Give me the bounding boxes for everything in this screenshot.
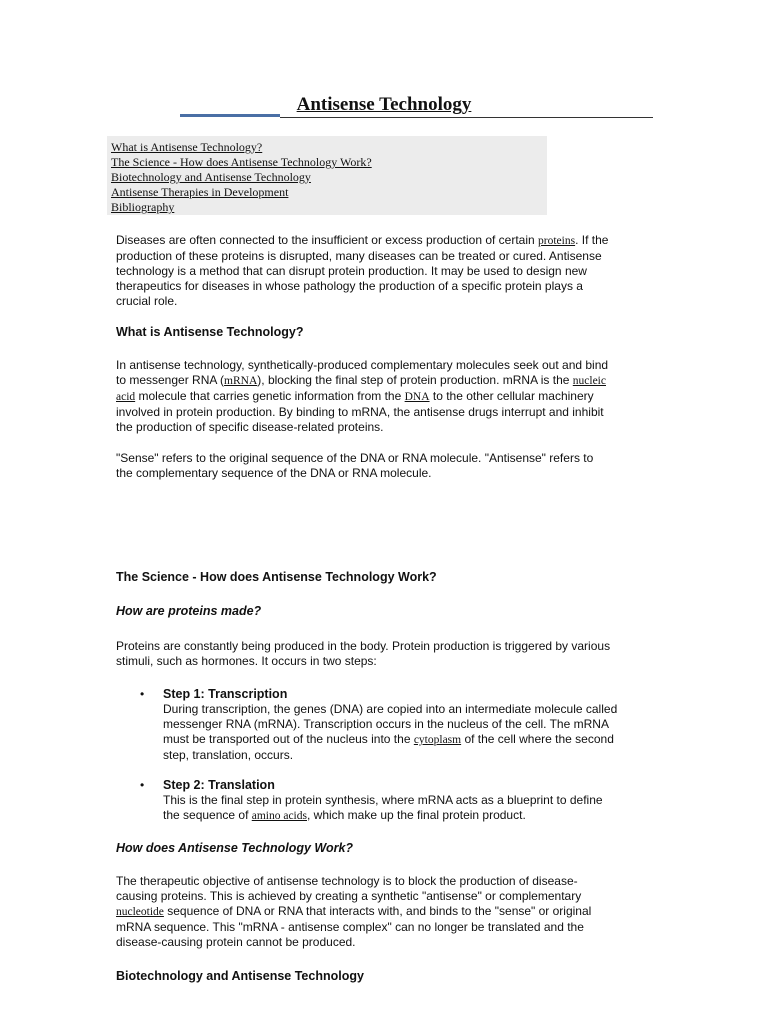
text: stimuli, such as hormones. It occurs in two steps: [116, 654, 377, 668]
link-dna[interactable]: DNA [404, 391, 430, 403]
heading-the-science: The Science - How does Antisense Technology Work? [116, 570, 437, 584]
toc-link-what-is[interactable]: What is Antisense Technology? [111, 140, 263, 154]
text: . If the [575, 233, 609, 247]
text: disease-causing protein cannot be produced. [116, 935, 356, 949]
text: messenger RNA (mRNA). Transcription occurs in the nucleus of the cell. The mRNA [163, 717, 609, 731]
text: The therapeutic objective of antisense technology is to block the production of disease- [116, 874, 578, 888]
link-nucleic-acid-cont[interactable]: acid [116, 391, 136, 403]
link-proteins[interactable]: proteins [538, 235, 576, 247]
text: the sequence of [163, 808, 252, 822]
toc-link-bibliography[interactable]: Bibliography [111, 200, 175, 214]
text: crucial role. [116, 294, 178, 308]
toc-link-the-science[interactable]: The Science - How does Antisense Technology Work? [111, 155, 372, 169]
toc-link-biotechnology[interactable]: Biotechnology and Antisense Technology [111, 170, 311, 184]
text: the production of specific disease-related proteins. [116, 420, 384, 434]
text: sequence of DNA or RNA that interacts with, and binds to the "sense" or original [163, 904, 592, 918]
step-title: Step 2: Translation [163, 778, 275, 792]
proteins-paragraph [116, 639, 676, 669]
step-1 [163, 687, 683, 763]
text: must be transported out of the nucleus into the [163, 732, 414, 746]
text: During transcription, the genes (DNA) are copied into an intermediate molecule called [163, 702, 618, 716]
title-rule [280, 117, 653, 118]
step-title: Step 1: Transcription [163, 687, 288, 701]
text: causing proteins. This is achieved by creating a synthetic "antisense" or complementary [116, 889, 582, 903]
link-nucleotide[interactable]: nucleotide [116, 906, 164, 918]
text: ), blocking the final step of protein production. mRNA is the [257, 373, 573, 387]
text: to the other cellular machinery [429, 389, 594, 403]
title-rule-accent [180, 114, 280, 117]
text: technology is a method that can disrupt protein production. It may be used to design new [116, 264, 587, 278]
link-amino-acids[interactable]: amino acids [251, 810, 307, 822]
bullet: • [140, 778, 145, 792]
step-2 [163, 778, 683, 824]
page-title: Antisense Technology [296, 94, 472, 115]
subheading-how-proteins-made: How are proteins made? [116, 604, 262, 618]
text: In antisense technology, synthetically-produced complementary molecules seek out and bind [116, 358, 609, 372]
heading-what-is: What is Antisense Technology? [116, 325, 304, 339]
heading-biotechnology: Biotechnology and Antisense Technology [116, 969, 364, 983]
intro-paragraph [116, 233, 676, 309]
link-cytoplasm[interactable]: cytoplasm [413, 734, 462, 746]
text: "Sense" refers to the original sequence of the DNA or RNA molecule. "Antisense" refers to [116, 451, 594, 465]
text: mRNA sequence. This "mRNA - antisense complex" can no longer be translated and the [116, 920, 584, 934]
subheading-how-does-it-work: How does Antisense Technology Work? [116, 841, 354, 855]
text: Proteins are constantly being produced in the body. Protein production is triggered by various [116, 639, 611, 653]
text: production of these proteins is disrupted, many diseases can be treated or cured. Antisense [116, 249, 602, 263]
text: therapeutics for diseases in whose pathology the production of a specific protein plays a [116, 279, 583, 293]
text: of the cell where the second [461, 732, 614, 746]
link-mrna[interactable]: mRNA [224, 375, 258, 387]
toc-link-therapies[interactable]: Antisense Therapies in Development [111, 185, 289, 199]
how-paragraph [116, 874, 676, 950]
table-of-contents [107, 136, 547, 215]
link-nucleic-acid[interactable]: nucleic [572, 375, 606, 387]
text: , which make up the final protein product. [306, 808, 526, 822]
sense-paragraph [116, 451, 676, 481]
text: to messenger RNA ( [116, 373, 225, 387]
text: step, translation, occurs. [163, 748, 294, 762]
text: molecule that carries genetic information from the [135, 389, 405, 403]
text: This is the final step in protein synthesis, where mRNA acts as a blueprint to define [163, 793, 603, 807]
text: Diseases are often connected to the insufficient or excess production of certain [116, 233, 539, 247]
what-paragraph [116, 358, 676, 435]
text: the complementary sequence of the DNA or RNA molecule. [116, 466, 432, 480]
text: involved in protein production. By binding to mRNA, the antisense drugs interrupt and inhibit [116, 405, 604, 419]
bullet: • [140, 687, 145, 701]
